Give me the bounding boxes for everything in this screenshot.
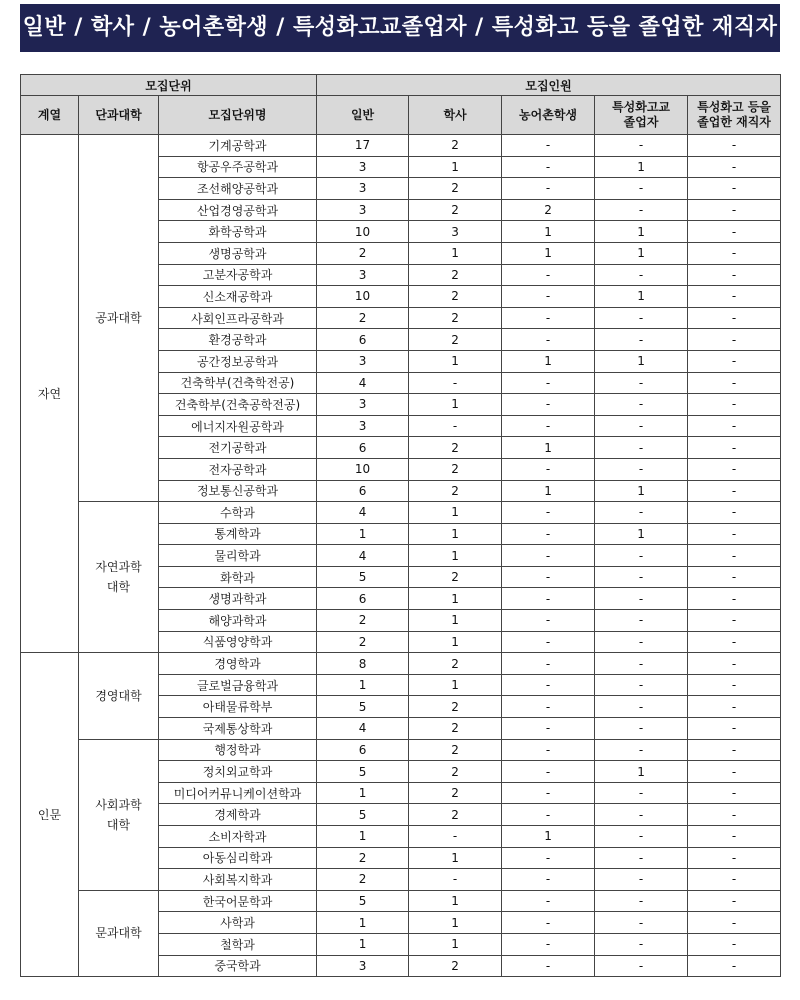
vocational-worker-count: - bbox=[688, 545, 781, 567]
bachelor-count: 2 bbox=[409, 761, 502, 783]
vocational-worker-count: - bbox=[688, 847, 781, 869]
vocational-worker-count: - bbox=[688, 394, 781, 416]
unit-name-cell: 산업경영공학과 bbox=[159, 199, 317, 221]
vocational-worker-count: - bbox=[688, 458, 781, 480]
general-count: 2 bbox=[317, 610, 409, 632]
vocational-worker-count: - bbox=[688, 674, 781, 696]
unit-name-cell: 건축학부(건축학전공) bbox=[159, 372, 317, 394]
vocational-worker-count: - bbox=[688, 610, 781, 632]
vocational-grad-count: - bbox=[595, 869, 688, 891]
bachelor-count: 1 bbox=[409, 350, 502, 372]
unit-name-cell: 철학과 bbox=[159, 933, 317, 955]
general-count: 1 bbox=[317, 933, 409, 955]
unit-name-cell: 고분자공학과 bbox=[159, 264, 317, 286]
rural-count: - bbox=[502, 458, 595, 480]
vocational-grad-count: - bbox=[595, 135, 688, 157]
field-cell: 자연 bbox=[21, 135, 79, 653]
table-row bbox=[21, 135, 781, 157]
vocational-worker-count: - bbox=[688, 523, 781, 545]
vocational-worker-count: - bbox=[688, 826, 781, 848]
vocational-worker-count: - bbox=[688, 739, 781, 761]
bachelor-count: 2 bbox=[409, 804, 502, 826]
general-count: 3 bbox=[317, 264, 409, 286]
vocational-grad-count: - bbox=[595, 394, 688, 416]
unit-name-cell: 글로벌금융학과 bbox=[159, 674, 317, 696]
general-count: 17 bbox=[317, 135, 409, 157]
general-count: 3 bbox=[317, 394, 409, 416]
table-row bbox=[21, 890, 781, 912]
vocational-grad-count: - bbox=[595, 718, 688, 740]
vocational-grad-count: - bbox=[595, 588, 688, 610]
vocational-worker-count: - bbox=[688, 696, 781, 718]
vocational-worker-count: - bbox=[688, 804, 781, 826]
general-count: 2 bbox=[317, 242, 409, 264]
bachelor-count: 2 bbox=[409, 135, 502, 157]
unit-name-cell: 사회복지학과 bbox=[159, 869, 317, 891]
general-count: 6 bbox=[317, 437, 409, 459]
general-count: 1 bbox=[317, 674, 409, 696]
general-count: 5 bbox=[317, 890, 409, 912]
vocational-grad-count: - bbox=[595, 674, 688, 696]
general-count: 1 bbox=[317, 912, 409, 934]
unit-name-cell: 물리학과 bbox=[159, 545, 317, 567]
vocational-worker-col-header: 특성화고 등을 졸업한 재직자 bbox=[688, 96, 781, 135]
vocational-grad-count: - bbox=[595, 739, 688, 761]
bachelor-count: 1 bbox=[409, 674, 502, 696]
vocational-grad-count: - bbox=[595, 955, 688, 977]
vocational-worker-count: - bbox=[688, 566, 781, 588]
unit-name-cell: 국제통상학과 bbox=[159, 718, 317, 740]
bachelor-count: 1 bbox=[409, 242, 502, 264]
rural-count: 1 bbox=[502, 221, 595, 243]
bachelor-count: 2 bbox=[409, 437, 502, 459]
general-count: 8 bbox=[317, 653, 409, 675]
general-count: 3 bbox=[317, 955, 409, 977]
unit-name-cell: 통계학과 bbox=[159, 523, 317, 545]
vocational-worker-count: - bbox=[688, 782, 781, 804]
vocational-worker-count: - bbox=[688, 264, 781, 286]
general-count: 10 bbox=[317, 458, 409, 480]
general-count: 6 bbox=[317, 739, 409, 761]
vocational-grad-count: - bbox=[595, 610, 688, 632]
rural-count: 2 bbox=[502, 199, 595, 221]
unit-name-cell: 기계공학과 bbox=[159, 135, 317, 157]
rural-count: - bbox=[502, 372, 595, 394]
general-count: 5 bbox=[317, 566, 409, 588]
vocational-worker-count: - bbox=[688, 480, 781, 502]
unit-name-cell: 에너지자원공학과 bbox=[159, 415, 317, 437]
bachelor-count: 2 bbox=[409, 696, 502, 718]
rural-count: - bbox=[502, 566, 595, 588]
bachelor-count: - bbox=[409, 415, 502, 437]
vocational-grad-count: - bbox=[595, 264, 688, 286]
rural-count: - bbox=[502, 329, 595, 351]
vocational-grad-count: - bbox=[595, 890, 688, 912]
unit-name-col-header: 모집단위명 bbox=[159, 96, 317, 135]
bachelor-count: 2 bbox=[409, 307, 502, 329]
bachelor-count: 2 bbox=[409, 329, 502, 351]
unit-name-cell: 미디어커뮤니케이션학과 bbox=[159, 782, 317, 804]
general-count: 6 bbox=[317, 329, 409, 351]
unit-name-cell: 경영학과 bbox=[159, 653, 317, 675]
unit-name-cell: 생명공학과 bbox=[159, 242, 317, 264]
bachelor-count: 1 bbox=[409, 912, 502, 934]
bachelor-count: 1 bbox=[409, 631, 502, 653]
general-count: 1 bbox=[317, 782, 409, 804]
vocational-worker-count: - bbox=[688, 890, 781, 912]
vocational-worker-count: - bbox=[688, 286, 781, 308]
unit-name-cell: 정치외교학과 bbox=[159, 761, 317, 783]
unit-name-cell: 전자공학과 bbox=[159, 458, 317, 480]
unit-name-cell: 소비자학과 bbox=[159, 826, 317, 848]
unit-name-cell: 정보통신공학과 bbox=[159, 480, 317, 502]
unit-name-cell: 조선해양공학과 bbox=[159, 178, 317, 200]
rural-count: - bbox=[502, 653, 595, 675]
unit-name-cell: 항공우주공학과 bbox=[159, 156, 317, 178]
vocational-grad-count: 1 bbox=[595, 156, 688, 178]
general-count: 1 bbox=[317, 523, 409, 545]
vocational-grad-count: - bbox=[595, 458, 688, 480]
table-row bbox=[21, 739, 781, 761]
rural-count: - bbox=[502, 890, 595, 912]
vocational-grad-count: - bbox=[595, 545, 688, 567]
vocational-worker-count: - bbox=[688, 307, 781, 329]
bachelor-count: - bbox=[409, 826, 502, 848]
vocational-grad-count: 1 bbox=[595, 286, 688, 308]
rural-count: - bbox=[502, 631, 595, 653]
unit-name-cell: 신소재공학과 bbox=[159, 286, 317, 308]
rural-count: - bbox=[502, 135, 595, 157]
general-count: 5 bbox=[317, 804, 409, 826]
rural-count: - bbox=[502, 264, 595, 286]
bachelor-count: 2 bbox=[409, 458, 502, 480]
rural-count: - bbox=[502, 761, 595, 783]
college-cell: 자연과학 대학 bbox=[79, 502, 159, 653]
bachelor-count: 1 bbox=[409, 847, 502, 869]
college-cell: 공과대학 bbox=[79, 135, 159, 502]
vocational-grad-count: - bbox=[595, 307, 688, 329]
bachelor-count: 2 bbox=[409, 199, 502, 221]
bachelor-count: 2 bbox=[409, 739, 502, 761]
vocational-grad-count: - bbox=[595, 631, 688, 653]
bachelor-count: 2 bbox=[409, 264, 502, 286]
count-group-header: 모집인원 bbox=[317, 75, 781, 96]
vocational-grad-count: - bbox=[595, 415, 688, 437]
rural-count: - bbox=[502, 502, 595, 524]
rural-count: - bbox=[502, 933, 595, 955]
field-col-header: 계열 bbox=[21, 96, 79, 135]
general-count: 4 bbox=[317, 372, 409, 394]
vocational-worker-count: - bbox=[688, 653, 781, 675]
unit-name-cell: 전기공학과 bbox=[159, 437, 317, 459]
vocational-grad-count: 1 bbox=[595, 350, 688, 372]
rural-count: - bbox=[502, 869, 595, 891]
rural-count: - bbox=[502, 156, 595, 178]
vocational-worker-count: - bbox=[688, 350, 781, 372]
bachelor-count: 1 bbox=[409, 890, 502, 912]
vocational-worker-count: - bbox=[688, 415, 781, 437]
vocational-grad-count: 1 bbox=[595, 242, 688, 264]
general-count: 1 bbox=[317, 826, 409, 848]
rural-count: - bbox=[502, 847, 595, 869]
rural-count: - bbox=[502, 523, 595, 545]
general-count: 4 bbox=[317, 545, 409, 567]
vocational-grad-count: - bbox=[595, 199, 688, 221]
bachelor-count: 3 bbox=[409, 221, 502, 243]
unit-name-cell: 아동심리학과 bbox=[159, 847, 317, 869]
bachelor-count: 1 bbox=[409, 156, 502, 178]
rural-count: 1 bbox=[502, 826, 595, 848]
general-count: 3 bbox=[317, 199, 409, 221]
vocational-grad-count: - bbox=[595, 933, 688, 955]
unit-name-cell: 해양과학과 bbox=[159, 610, 317, 632]
general-count: 3 bbox=[317, 156, 409, 178]
general-count: 10 bbox=[317, 221, 409, 243]
vocational-grad-count: 1 bbox=[595, 761, 688, 783]
vocational-grad-count: - bbox=[595, 329, 688, 351]
unit-name-cell: 사회인프라공학과 bbox=[159, 307, 317, 329]
rural-count: - bbox=[502, 718, 595, 740]
general-count: 2 bbox=[317, 307, 409, 329]
general-count: 3 bbox=[317, 178, 409, 200]
vocational-worker-count: - bbox=[688, 955, 781, 977]
vocational-grad-count: - bbox=[595, 782, 688, 804]
vocational-grad-count: - bbox=[595, 653, 688, 675]
table-row bbox=[21, 653, 781, 675]
vocational-grad-count: - bbox=[595, 502, 688, 524]
college-col-header: 단과대학 bbox=[79, 96, 159, 135]
rural-count: - bbox=[502, 804, 595, 826]
general-count: 4 bbox=[317, 502, 409, 524]
bachelor-count: 1 bbox=[409, 394, 502, 416]
vocational-grad-count: 1 bbox=[595, 221, 688, 243]
vocational-worker-count: - bbox=[688, 502, 781, 524]
table-row bbox=[21, 502, 781, 524]
page-title-banner: 일반 / 학사 / 농어촌학생 / 특성화고교졸업자 / 특성화고 등을 졸업한 재직자 bbox=[20, 4, 780, 52]
vocational-grad-count: - bbox=[595, 826, 688, 848]
vocational-grad-count: - bbox=[595, 437, 688, 459]
rural-count: - bbox=[502, 588, 595, 610]
vocational-grad-count: - bbox=[595, 696, 688, 718]
bachelor-count: 1 bbox=[409, 523, 502, 545]
general-count: 3 bbox=[317, 415, 409, 437]
general-count: 3 bbox=[317, 350, 409, 372]
vocational-grad-count: - bbox=[595, 804, 688, 826]
rural-count: - bbox=[502, 696, 595, 718]
bachelor-count: 2 bbox=[409, 566, 502, 588]
unit-name-cell: 행정학과 bbox=[159, 739, 317, 761]
vocational-worker-count: - bbox=[688, 761, 781, 783]
rural-count: - bbox=[502, 545, 595, 567]
rural-count: - bbox=[502, 912, 595, 934]
vocational-grad-count: - bbox=[595, 566, 688, 588]
unit-name-cell: 화학공학과 bbox=[159, 221, 317, 243]
vocational-worker-count: - bbox=[688, 242, 781, 264]
vocational-grad-count: - bbox=[595, 847, 688, 869]
rural-count: - bbox=[502, 782, 595, 804]
unit-name-cell: 환경공학과 bbox=[159, 329, 317, 351]
vocational-worker-count: - bbox=[688, 718, 781, 740]
bachelor-count: 2 bbox=[409, 718, 502, 740]
unit-name-cell: 중국학과 bbox=[159, 955, 317, 977]
vocational-worker-count: - bbox=[688, 588, 781, 610]
rural-count: - bbox=[502, 610, 595, 632]
general-count: 4 bbox=[317, 718, 409, 740]
rural-col-header: 농어촌학생 bbox=[502, 96, 595, 135]
vocational-worker-count: - bbox=[688, 933, 781, 955]
unit-name-cell: 아태물류학부 bbox=[159, 696, 317, 718]
vocational-worker-count: - bbox=[688, 869, 781, 891]
vocational-worker-count: - bbox=[688, 135, 781, 157]
unit-name-cell: 건축학부(건축공학전공) bbox=[159, 394, 317, 416]
bachelor-count: 1 bbox=[409, 502, 502, 524]
general-count: 2 bbox=[317, 869, 409, 891]
vocational-worker-count: - bbox=[688, 437, 781, 459]
bachelor-count: 2 bbox=[409, 653, 502, 675]
unit-name-cell: 식품영양학과 bbox=[159, 631, 317, 653]
bachelor-count: 2 bbox=[409, 480, 502, 502]
bachelor-count: 1 bbox=[409, 588, 502, 610]
vocational-worker-count: - bbox=[688, 329, 781, 351]
general-count: 6 bbox=[317, 480, 409, 502]
college-cell: 사회과학 대학 bbox=[79, 739, 159, 890]
vocational-worker-count: - bbox=[688, 221, 781, 243]
rural-count: - bbox=[502, 307, 595, 329]
bachelor-count: - bbox=[409, 869, 502, 891]
vocational-worker-count: - bbox=[688, 372, 781, 394]
college-cell: 경영대학 bbox=[79, 653, 159, 739]
rural-count: 1 bbox=[502, 242, 595, 264]
unit-name-cell: 공간정보공학과 bbox=[159, 350, 317, 372]
bachelor-count: 2 bbox=[409, 782, 502, 804]
bachelor-count: 1 bbox=[409, 610, 502, 632]
rural-count: - bbox=[502, 674, 595, 696]
rural-count: 1 bbox=[502, 480, 595, 502]
unit-name-cell: 한국어문학과 bbox=[159, 890, 317, 912]
general-count: 6 bbox=[317, 588, 409, 610]
unit-name-cell: 경제학과 bbox=[159, 804, 317, 826]
vocational-grad-count: - bbox=[595, 178, 688, 200]
vocational-worker-count: - bbox=[688, 178, 781, 200]
rural-count: - bbox=[502, 286, 595, 308]
bachelor-count: - bbox=[409, 372, 502, 394]
admission-quota-table bbox=[20, 74, 781, 977]
vocational-worker-count: - bbox=[688, 156, 781, 178]
vocational-grad-count: - bbox=[595, 912, 688, 934]
unit-name-cell: 생명과학과 bbox=[159, 588, 317, 610]
college-cell: 문과대학 bbox=[79, 890, 159, 976]
bachelor-count: 2 bbox=[409, 286, 502, 308]
bachelor-count: 2 bbox=[409, 178, 502, 200]
vocational-worker-count: - bbox=[688, 199, 781, 221]
general-count: 10 bbox=[317, 286, 409, 308]
vocational-worker-count: - bbox=[688, 631, 781, 653]
bachelor-col-header: 학사 bbox=[409, 96, 502, 135]
vocational-grad-count: 1 bbox=[595, 480, 688, 502]
vocational-grad-count: - bbox=[595, 372, 688, 394]
unit-group-header: 모집단위 bbox=[21, 75, 317, 96]
general-count: 2 bbox=[317, 631, 409, 653]
vocational-grad-col-header: 특성화고교 졸업자 bbox=[595, 96, 688, 135]
general-count: 5 bbox=[317, 696, 409, 718]
general-count: 2 bbox=[317, 847, 409, 869]
general-count: 5 bbox=[317, 761, 409, 783]
rural-count: 1 bbox=[502, 350, 595, 372]
rural-count: 1 bbox=[502, 437, 595, 459]
rural-count: - bbox=[502, 415, 595, 437]
bachelor-count: 1 bbox=[409, 545, 502, 567]
unit-name-cell: 사학과 bbox=[159, 912, 317, 934]
rural-count: - bbox=[502, 739, 595, 761]
general-col-header: 일반 bbox=[317, 96, 409, 135]
bachelor-count: 2 bbox=[409, 955, 502, 977]
field-cell: 인문 bbox=[21, 653, 79, 977]
bachelor-count: 1 bbox=[409, 933, 502, 955]
vocational-worker-count: - bbox=[688, 912, 781, 934]
vocational-grad-count: 1 bbox=[595, 523, 688, 545]
rural-count: - bbox=[502, 178, 595, 200]
rural-count: - bbox=[502, 394, 595, 416]
unit-name-cell: 수학과 bbox=[159, 502, 317, 524]
rural-count: - bbox=[502, 955, 595, 977]
unit-name-cell: 화학과 bbox=[159, 566, 317, 588]
